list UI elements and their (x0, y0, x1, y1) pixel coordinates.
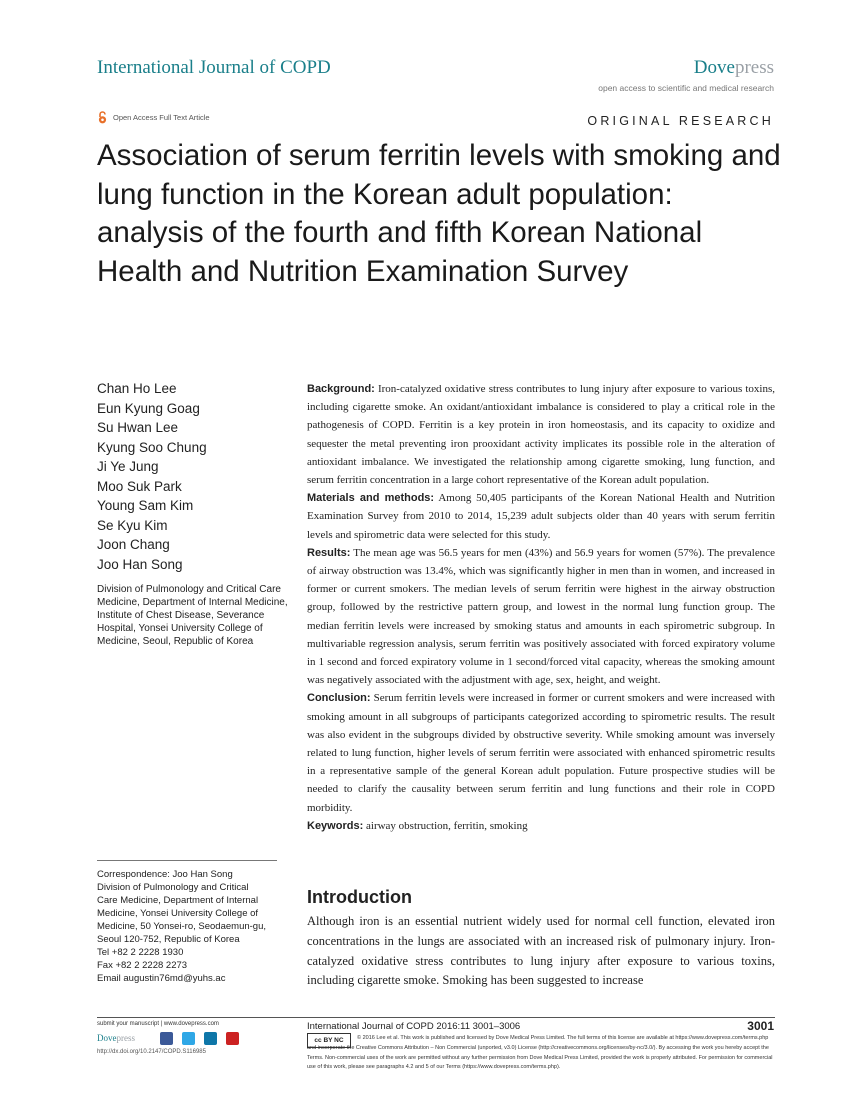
abstract-label: Materials and methods: (307, 492, 435, 505)
introduction-text: Although iron is an essential nutrient widely used for normal cell function, elevated iron concentrations in the lungs are associated with an increased risk of pulmonary injury. Iron-catalyzed oxidative stress contributes to lung injury after exposure to various toxins, including cigarette smoke. Smoking has been suggested to increase (307, 914, 775, 988)
author[interactable]: Moo Suk Park (97, 478, 182, 494)
correspondence-line: Correspondence: Joo Han Song (97, 869, 233, 880)
correspondence-line: Seoul 120-752, Republic of Korea (97, 934, 240, 945)
citation: International Journal of COPD 2016:11 3001–3006 (307, 1021, 521, 1032)
linkedin-icon[interactable] (204, 1032, 217, 1045)
author[interactable]: Kyung Soo Chung (97, 439, 207, 455)
publisher-tagline: open access to scientific and medical research (598, 83, 774, 93)
footer-logo-press: press (116, 1033, 135, 1043)
submit-manuscript-link[interactable]: submit your manuscript | www.dovepress.com (97, 1021, 219, 1027)
article-type: ORIGINAL RESEARCH (587, 114, 774, 128)
doi-link[interactable]: http://dx.doi.org/10.2147/COPD.S116985 (97, 1049, 206, 1055)
publisher-logo-dove: Dove (693, 57, 735, 78)
correspondence-email[interactable]: Email augustin76md@yuhs.ac (97, 973, 226, 984)
journal-name: International Journal of COPD (97, 57, 331, 78)
author[interactable]: Joon Chang (97, 537, 170, 552)
open-access-text: Open Access Full Text Article (113, 113, 210, 122)
abstract-label: Results: (307, 546, 351, 559)
author[interactable]: Young Sam Kim (97, 498, 194, 513)
correspondence-line: Medicine, Yonsei University College of (97, 908, 259, 919)
twitter-icon[interactable] (182, 1032, 195, 1045)
abstract-label: Keywords: (307, 819, 364, 832)
correspondence (97, 868, 292, 985)
article-title: Association of serum ferritin levels with smoking and lung function in the Korean adult population: analysis of the fourth and fifth Korean National Health and Nutrition Examination Survey (97, 139, 781, 288)
open-access-lock-icon (97, 111, 108, 124)
abstract-label: Background: (307, 383, 375, 395)
author[interactable]: Chan Ho Lee (97, 381, 177, 396)
license-text: © 2016 Lee et al. This work is published and licensed by Dove Medical Press Limited. The full terms of this license are available at https://www.dovepress.com/terms.php and incorporate the Creative Commons Attribution – Non Commercial (unported, v3.0) License (http://creativecommons.org/licenses/by-nc/3.0/). By accessing the work you hereby accept the Terms. Non-commercial uses of the work are permitted without any further permission from Dove Medical Press Limited, provided the work is properly attributed. For permission for commercial use of this work, please see paragraphs 4.2 and 5 of our Terms (https://www.dovepress.com/terms.php). (307, 1035, 773, 1071)
abstract-label: Conclusion: (307, 692, 371, 705)
footer-divider (97, 1017, 775, 1018)
correspondence-line: Fax +82 2 2228 2273 (97, 960, 188, 971)
youtube-icon[interactable] (226, 1032, 239, 1045)
abstract-methods (307, 489, 775, 544)
abstract-background (307, 380, 775, 489)
abstract-results (307, 544, 775, 690)
author[interactable]: Ji Ye Jung (97, 459, 159, 474)
introduction-heading: Introduction (307, 887, 412, 907)
author-list (97, 379, 207, 574)
open-access-label (97, 111, 210, 124)
publisher-logo-press: press (734, 57, 774, 78)
author[interactable]: Joo Han Song (97, 556, 183, 572)
author[interactable]: Eun Kyung Goag (97, 400, 200, 416)
abstract-text: Serum ferritin levels were increased in former or current smokers and were increased with smoking amount in all subgroups of participants categorized according to spirometric results. The result was also evident in the subgroups divided by obstructive severity. While smoking amount was inversely related to lung function, higher levels of serum ferritin were associated with enhanced spirometric results in a representative sample of the general Korean adult population. Future prospective studies will be needed to clarify the causality between serum ferritin and lung functions and their role in COPD morbidity. (307, 692, 775, 814)
abstract-conclusion (307, 689, 775, 816)
cc-license-badge[interactable]: cc BY NC (307, 1033, 351, 1048)
author[interactable]: Se Kyu Kim (97, 517, 168, 533)
abstract-text: Among 50,405 participants of the Korean National Health and Nutrition Examination Survey from 2010 to 2014, 15,239 adult subjects older than 40 years with serum ferritin levels and spirometric data were selected for this study. (307, 492, 775, 541)
abstract-text: The mean age was 56.5 years for men (43%) and 56.9 years for women (57%). The prevalence of airway obstruction was 13.4%, which was significantly higher in men than in women, and increased in former or current smokers. The median levels of serum ferritin were highest in the airway obstruction group, followed by the restrictive pattern group, and lowest in the normal lung function group. The median ferritin levels were increased by smoking status and amounts in each spirometric subgroup. In multivariable regression analysis, serum ferritin was positively associated with forced expiratory volume in 1 second and forced expiratory volume in 1 second/forced vital capacity, whereas the smoking amount was negatively associated with the adjustment with age, sex, height, and weight. (307, 546, 775, 687)
abstract-text: airway obstruction, ferritin, smoking (366, 819, 528, 832)
correspondence-line: Tel +82 2 2228 1930 (97, 947, 184, 958)
correspondence-divider (97, 860, 277, 861)
correspondence-line: Division of Pulmonology and Critical (97, 882, 249, 893)
abstract-keywords (307, 817, 775, 835)
publisher-logo[interactable] (694, 57, 774, 79)
footer-publisher-logo[interactable] (97, 1033, 135, 1043)
footer-logo-dove: Dove (97, 1033, 117, 1043)
social-links (160, 1032, 239, 1045)
abstract (307, 380, 775, 835)
facebook-icon[interactable] (160, 1032, 173, 1045)
correspondence-line: Medicine, 50 Yonsei-ro, Seodaemun-gu, (97, 921, 267, 932)
author[interactable]: Su Hwan Lee (97, 420, 179, 435)
affiliation: Division of Pulmonology and Critical Care Medicine, Department of Internal Medicine, Institute of Chest Disease, Severance Hospital, Yonsei University College of Medicine, Seoul, Republic of Korea (97, 584, 288, 647)
page-number: 3001 (747, 1019, 774, 1033)
correspondence-line: Care Medicine, Department of Internal (97, 895, 259, 906)
abstract-text: Iron-catalyzed oxidative stress contributes to lung injury after exposure to various toxins, including cigarette smoke. An oxidant/antioxidant imbalance is considered to play a critical role in the pathogenesis of COPD. Ferritin is a key protein in iron homeostasis, and its capacity to oxidize and sequester the metal preventing iron prooxidant activity implicates its possible role in the alteration of antioxidant imbalance. We investigated the relationship among cigarette smoking, lung function, and serum ferritin concentration in a large cohort representative of the Korean adult population. (307, 383, 776, 487)
